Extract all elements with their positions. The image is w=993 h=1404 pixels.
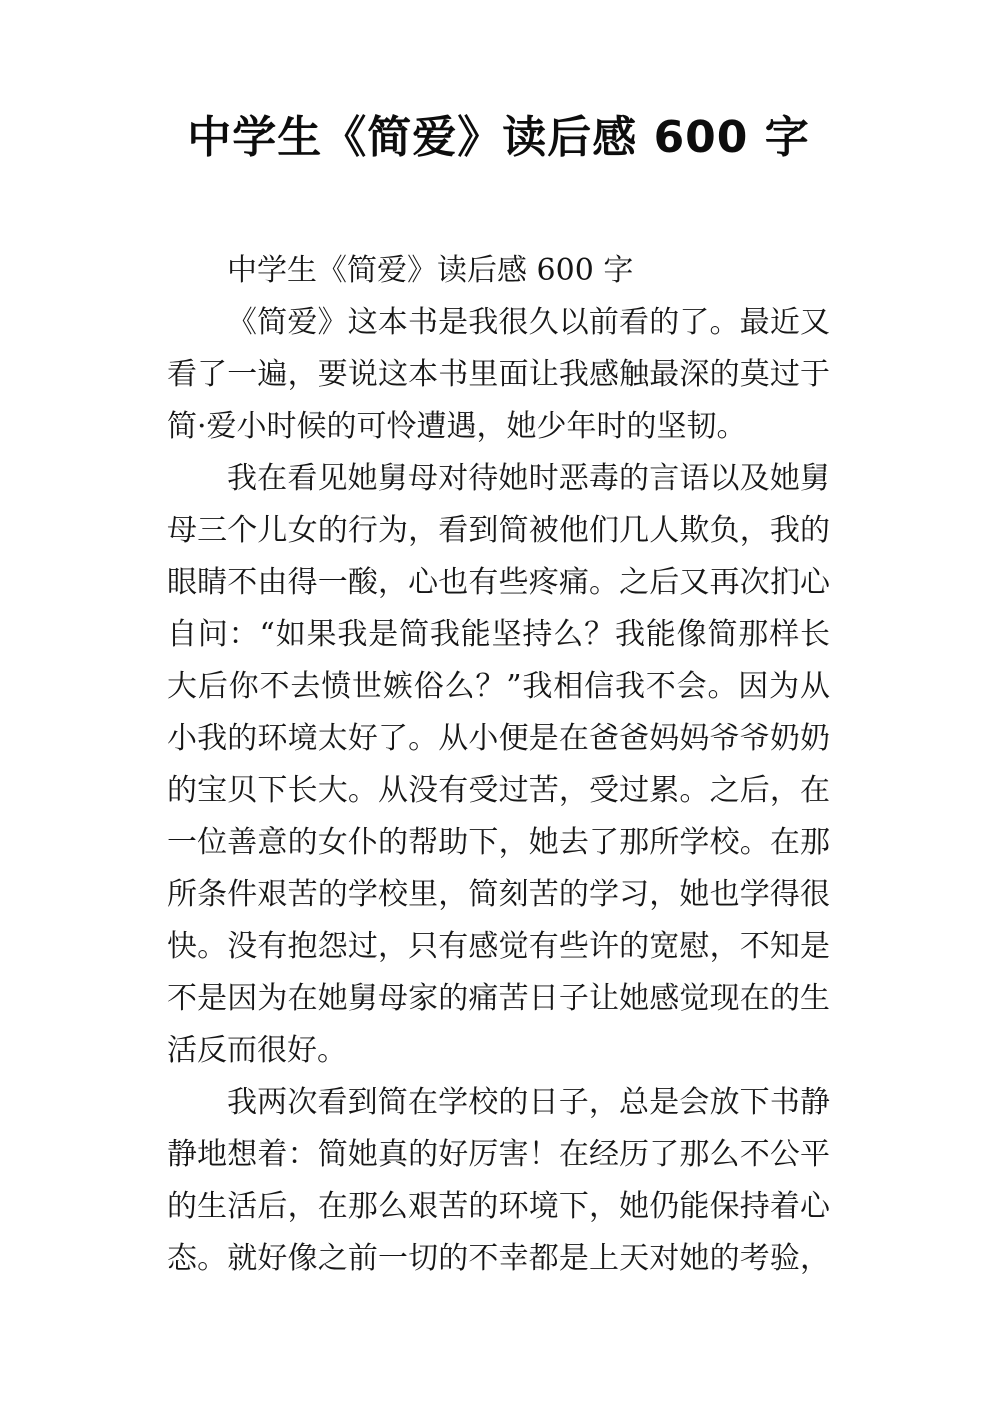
- text-line: 一位善意的女仆的帮助下，她去了那所学校。在那: [167, 825, 830, 860]
- text-line: 中学生《简爱》读后感 600 字: [227, 253, 634, 288]
- text-line: 的生活后，在那么艰苦的环境下，她仍能保持着心: [167, 1189, 830, 1224]
- text-line: 简·爱小时候的可怜遭遇，她少年时的坚韧。: [167, 409, 747, 444]
- text-line: 态。就好像之前一切的不幸都是上天对她的考验，: [167, 1241, 830, 1276]
- text-line: 自问：“如果我是简我能坚持么？我能像简那样长: [167, 617, 830, 652]
- text-line: 看了一遍，要说这本书里面让我感触最深的莫过于: [167, 357, 830, 392]
- text-line: 眼睛不由得一酸，心也有些疼痛。之后又再次扪心: [167, 565, 830, 600]
- paragraph-heading: [167, 245, 830, 297]
- text-line: 我在看见她舅母对待她时恶毒的言语以及她舅: [227, 461, 830, 496]
- text-line: 的宝贝下长大。从没有受过苦，受过累。之后，在: [167, 773, 830, 808]
- text-line: 小我的环境太好了。从小便是在爸爸妈妈爷爷奶奶: [167, 721, 830, 756]
- text-line: 《简爱》这本书是我很久以前看的了。最近又: [227, 305, 830, 340]
- text-line: 活反而很好。: [167, 1033, 347, 1068]
- text-line: 大后你不去愤世嫉俗么？”我相信我不会。因为从: [167, 669, 830, 704]
- document-body: [167, 245, 830, 1285]
- text-line: 所条件艰苦的学校里，简刻苦的学习，她也学得很: [167, 877, 830, 912]
- text-line: 静地想着：简她真的好厉害！在经历了那么不公平: [167, 1137, 830, 1172]
- text-line: 不是因为在她舅母家的痛苦日子让她感觉现在的生: [167, 981, 830, 1016]
- text-line: 我两次看到简在学校的日子，总是会放下书静: [227, 1085, 830, 1120]
- paragraph-closing: [167, 1077, 830, 1285]
- paragraph-main: [167, 453, 830, 1077]
- text-line: 母三个儿女的行为，看到简被他们几人欺负，我的: [167, 513, 830, 548]
- paragraph-intro: [167, 297, 830, 453]
- text-line: 快。没有抱怨过，只有感觉有些许的宽慰，不知是: [167, 929, 830, 964]
- page-title: 中学生《简爱》读后感 600 字: [187, 112, 810, 163]
